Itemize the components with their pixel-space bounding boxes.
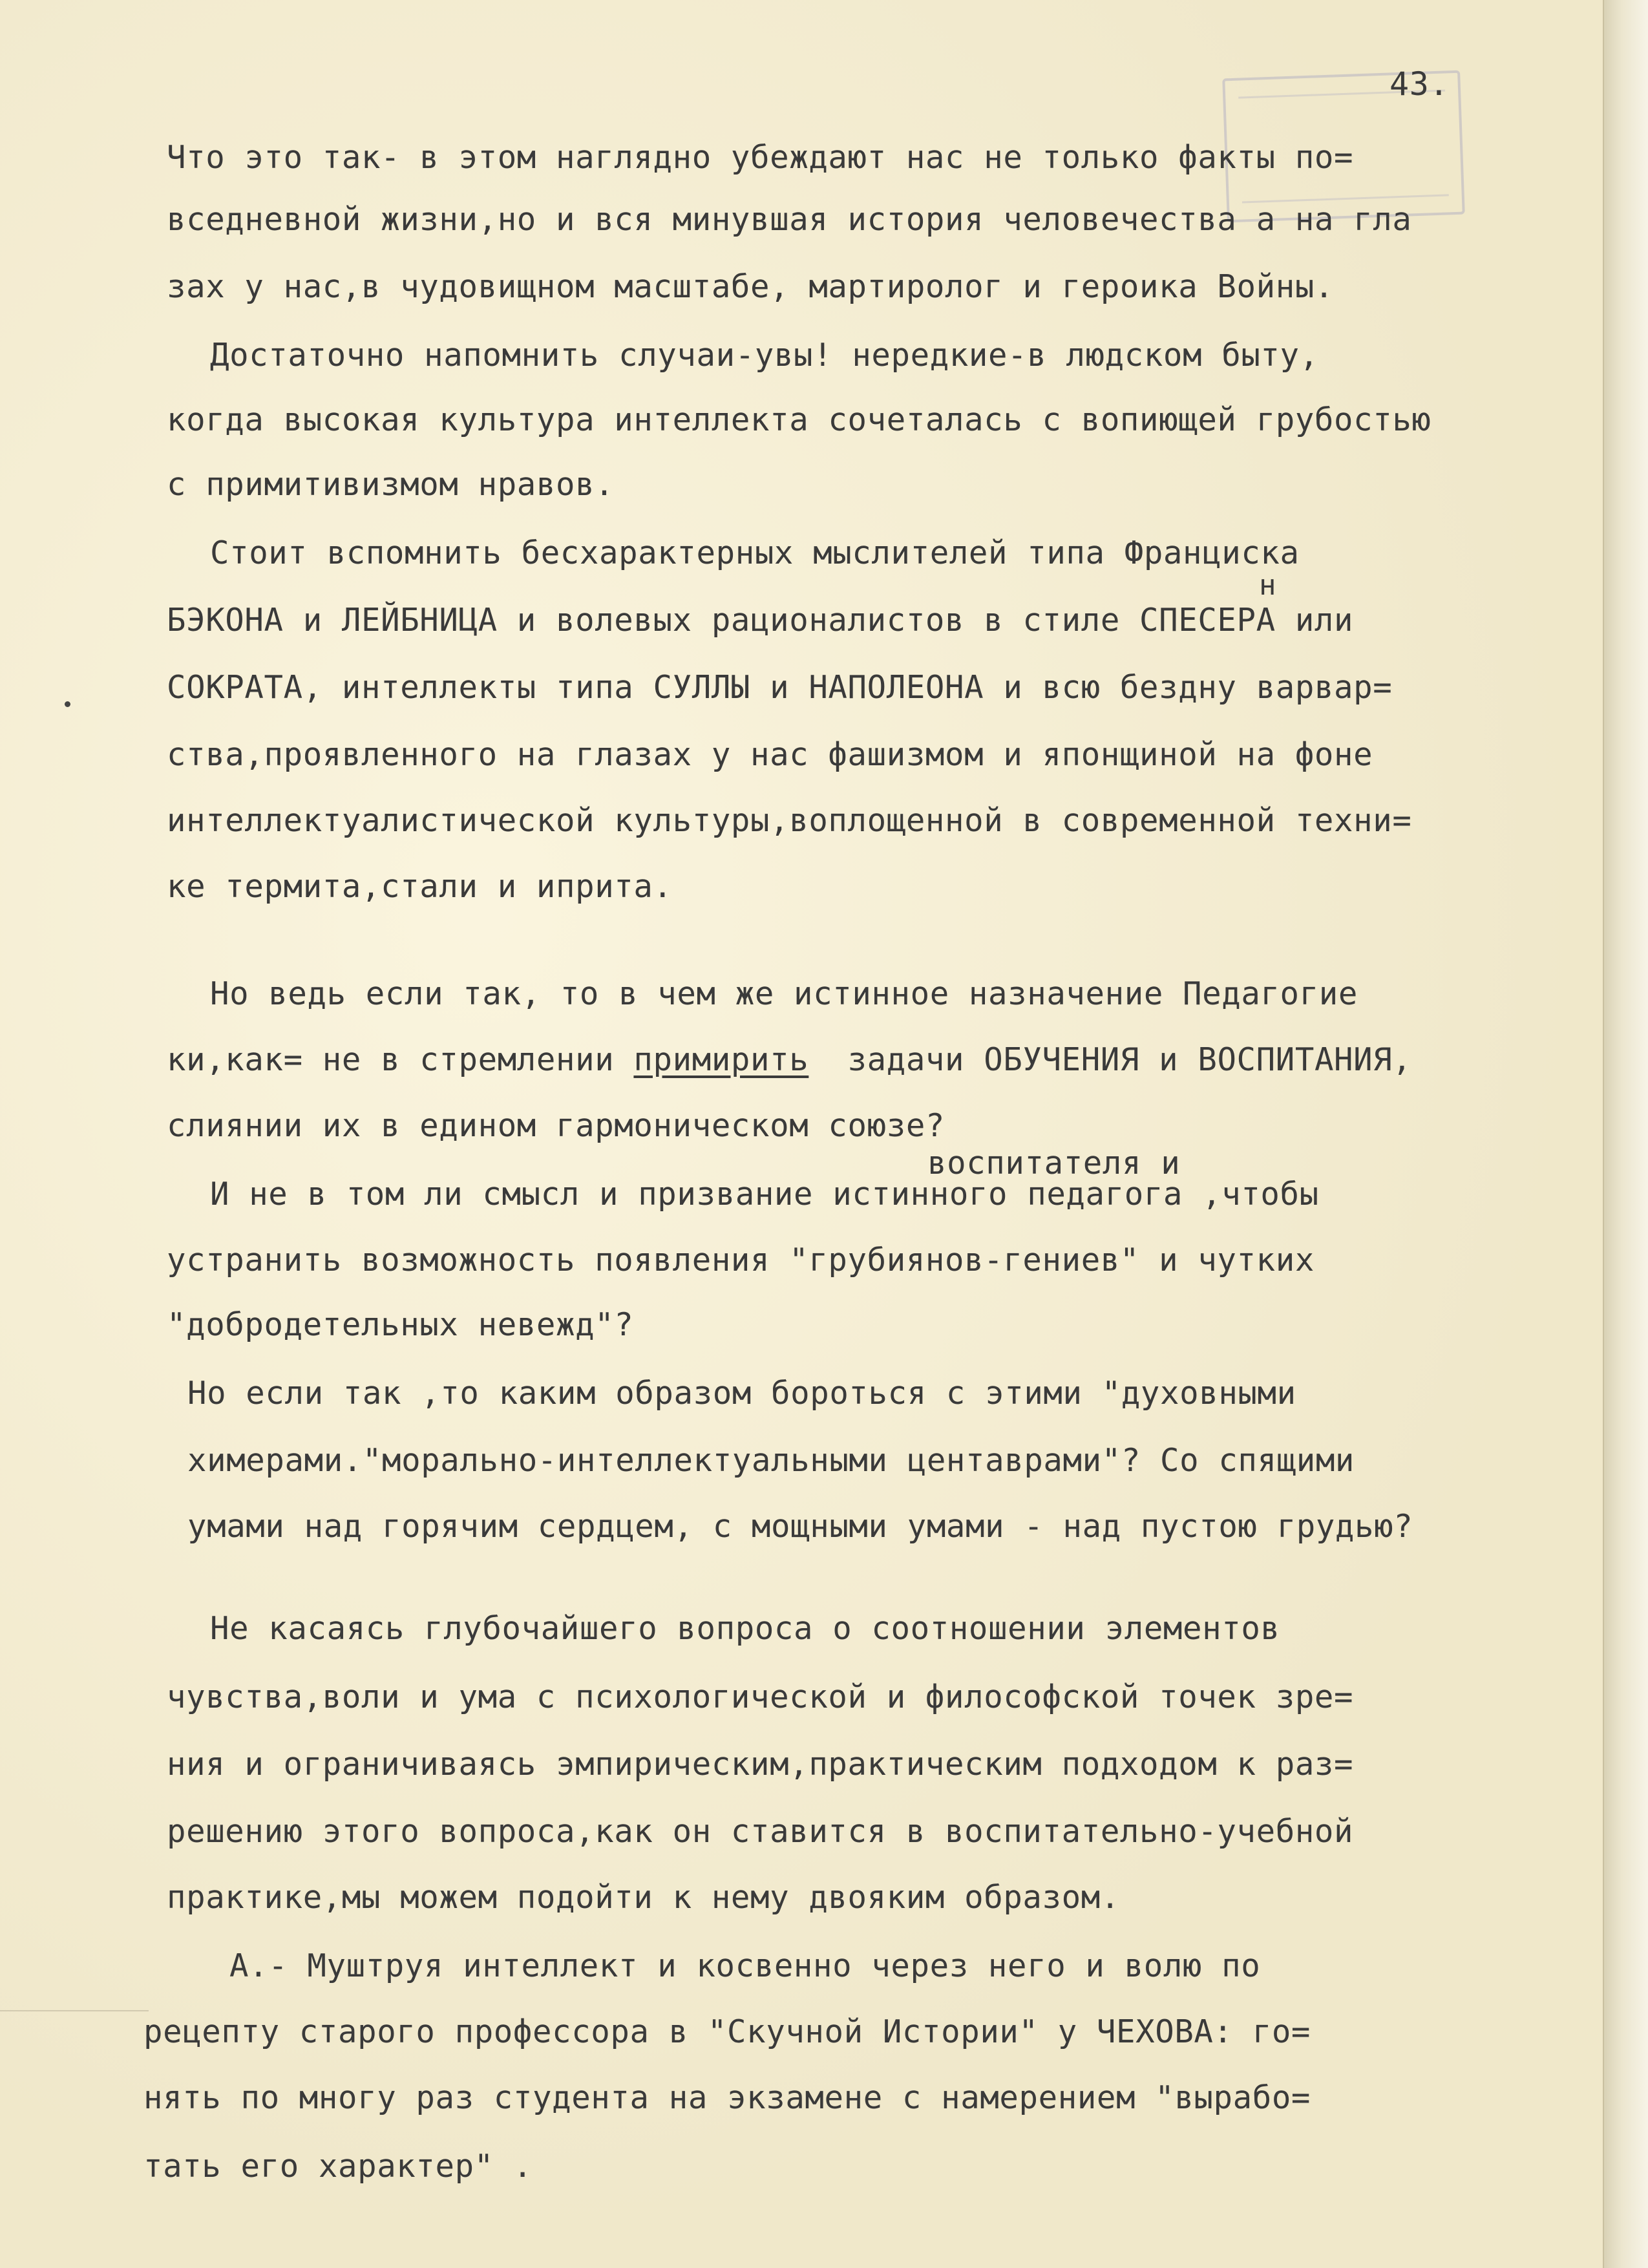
- text-line-16: И не в том ли смысл и призвание истинного педагога ,чтобы: [210, 1176, 1319, 1213]
- text-line-29: нять по многу раз студента на экзамене с намерением "вырабо=: [143, 2079, 1311, 2116]
- text-line-17: устранить возможность появления "грубиянов-гениев" и чутких: [167, 1242, 1315, 1278]
- text-line-26: практике,мы можем подойти к нему двояким образом.: [167, 1879, 1120, 1916]
- line-14-rest: задачи ОБУЧЕНИЯ и ВОСПИТАНИЯ,: [847, 1041, 1412, 1078]
- text-line-2: вседневной жизни,но и вся минувшая история человечества а на гла: [167, 201, 1412, 238]
- text-line-24: ния и ограничиваясь эмпирическим,практическим подходом к раз=: [167, 1746, 1354, 1783]
- text-line-27: А.- Муштруя интеллект и косвенно через него и волю по: [229, 1947, 1261, 1984]
- text-line-15: слиянии их в едином гармоническом союзе?: [167, 1107, 945, 1144]
- text-line-23: чувства,воли и ума с психологической и философской точек зре=: [167, 1679, 1354, 1715]
- text-line-30: тать его характер" .: [143, 2148, 533, 2185]
- typed-insertion: воспитателя и: [927, 1145, 1181, 1182]
- text-line-18: "добродетельных невежд"?: [167, 1306, 634, 1343]
- text-line-22: Не касаясь глубочайшего вопроса о соотношении элементов: [210, 1610, 1280, 1647]
- text-line-3: зах у нас,в чудовищном масштабе, мартиролог и героика Войны.: [167, 268, 1335, 305]
- text-line-8: БЭКОНА и ЛЕЙБНИЦА и волевых рационалистов в стиле СПЕСЕРА или: [167, 602, 1354, 639]
- page-edge: [1603, 0, 1648, 2268]
- text-line-5: когда высокая культура интеллекта сочеталась с вопиющей грубостью: [167, 401, 1431, 438]
- handwritten-correction: н: [1259, 569, 1276, 602]
- text-line-11: интеллектуалистической культуры,воплощенной в современной техни=: [167, 802, 1412, 839]
- text-line-28: рецепту старого профессора в "Скучной Истории" у ЧЕХОВА: го=: [143, 2013, 1311, 2050]
- text-line-4: Достаточно напомнить случаи-увы! нередкие-в людском быту,: [210, 337, 1319, 374]
- text-line-14: [167, 1041, 1411, 1079]
- text-line-19: Но если так ,то каким образом бороться с этими "духовными: [187, 1375, 1296, 1412]
- text-line-9: СОКРАТА, интеллекты типа СУЛЛЫ и НАПОЛЕОНА и всю бездну варвар=: [167, 669, 1393, 706]
- line-14-prefix: ки,как= не в стремлении: [167, 1041, 634, 1078]
- text-line-6: с примитивизмом нравов.: [167, 466, 615, 503]
- margin-mark: [65, 701, 70, 707]
- text-line-7: Стоит вспомнить бесхарактерных мыслителей типа Франциска: [210, 535, 1300, 571]
- underlined-word: примирить: [633, 1041, 809, 1078]
- text-line-21: умами над горячим сердцем, с мощными умами - над пустою грудью?: [187, 1508, 1413, 1545]
- page-number: 43.: [1389, 65, 1450, 103]
- text-line-20: химерами."морально-интеллектуальными центаврами"? Со спящими: [187, 1442, 1355, 1479]
- text-line-25: решению этого вопроса,как он ставится в воспитательно-учебной: [167, 1813, 1354, 1850]
- text-line-13: Но ведь если так, то в чем же истинное назначение Педагогие: [210, 975, 1358, 1012]
- text-line-12: ке термита,стали и иприта.: [167, 868, 673, 905]
- text-line-10: ства,проявленного на глазах у нас фашизмом и японщиной на фоне: [167, 736, 1373, 773]
- text-line-1: Что это так- в этом наглядно убеждают нас не только факты по=: [167, 139, 1354, 176]
- scan-line: [0, 2010, 149, 2011]
